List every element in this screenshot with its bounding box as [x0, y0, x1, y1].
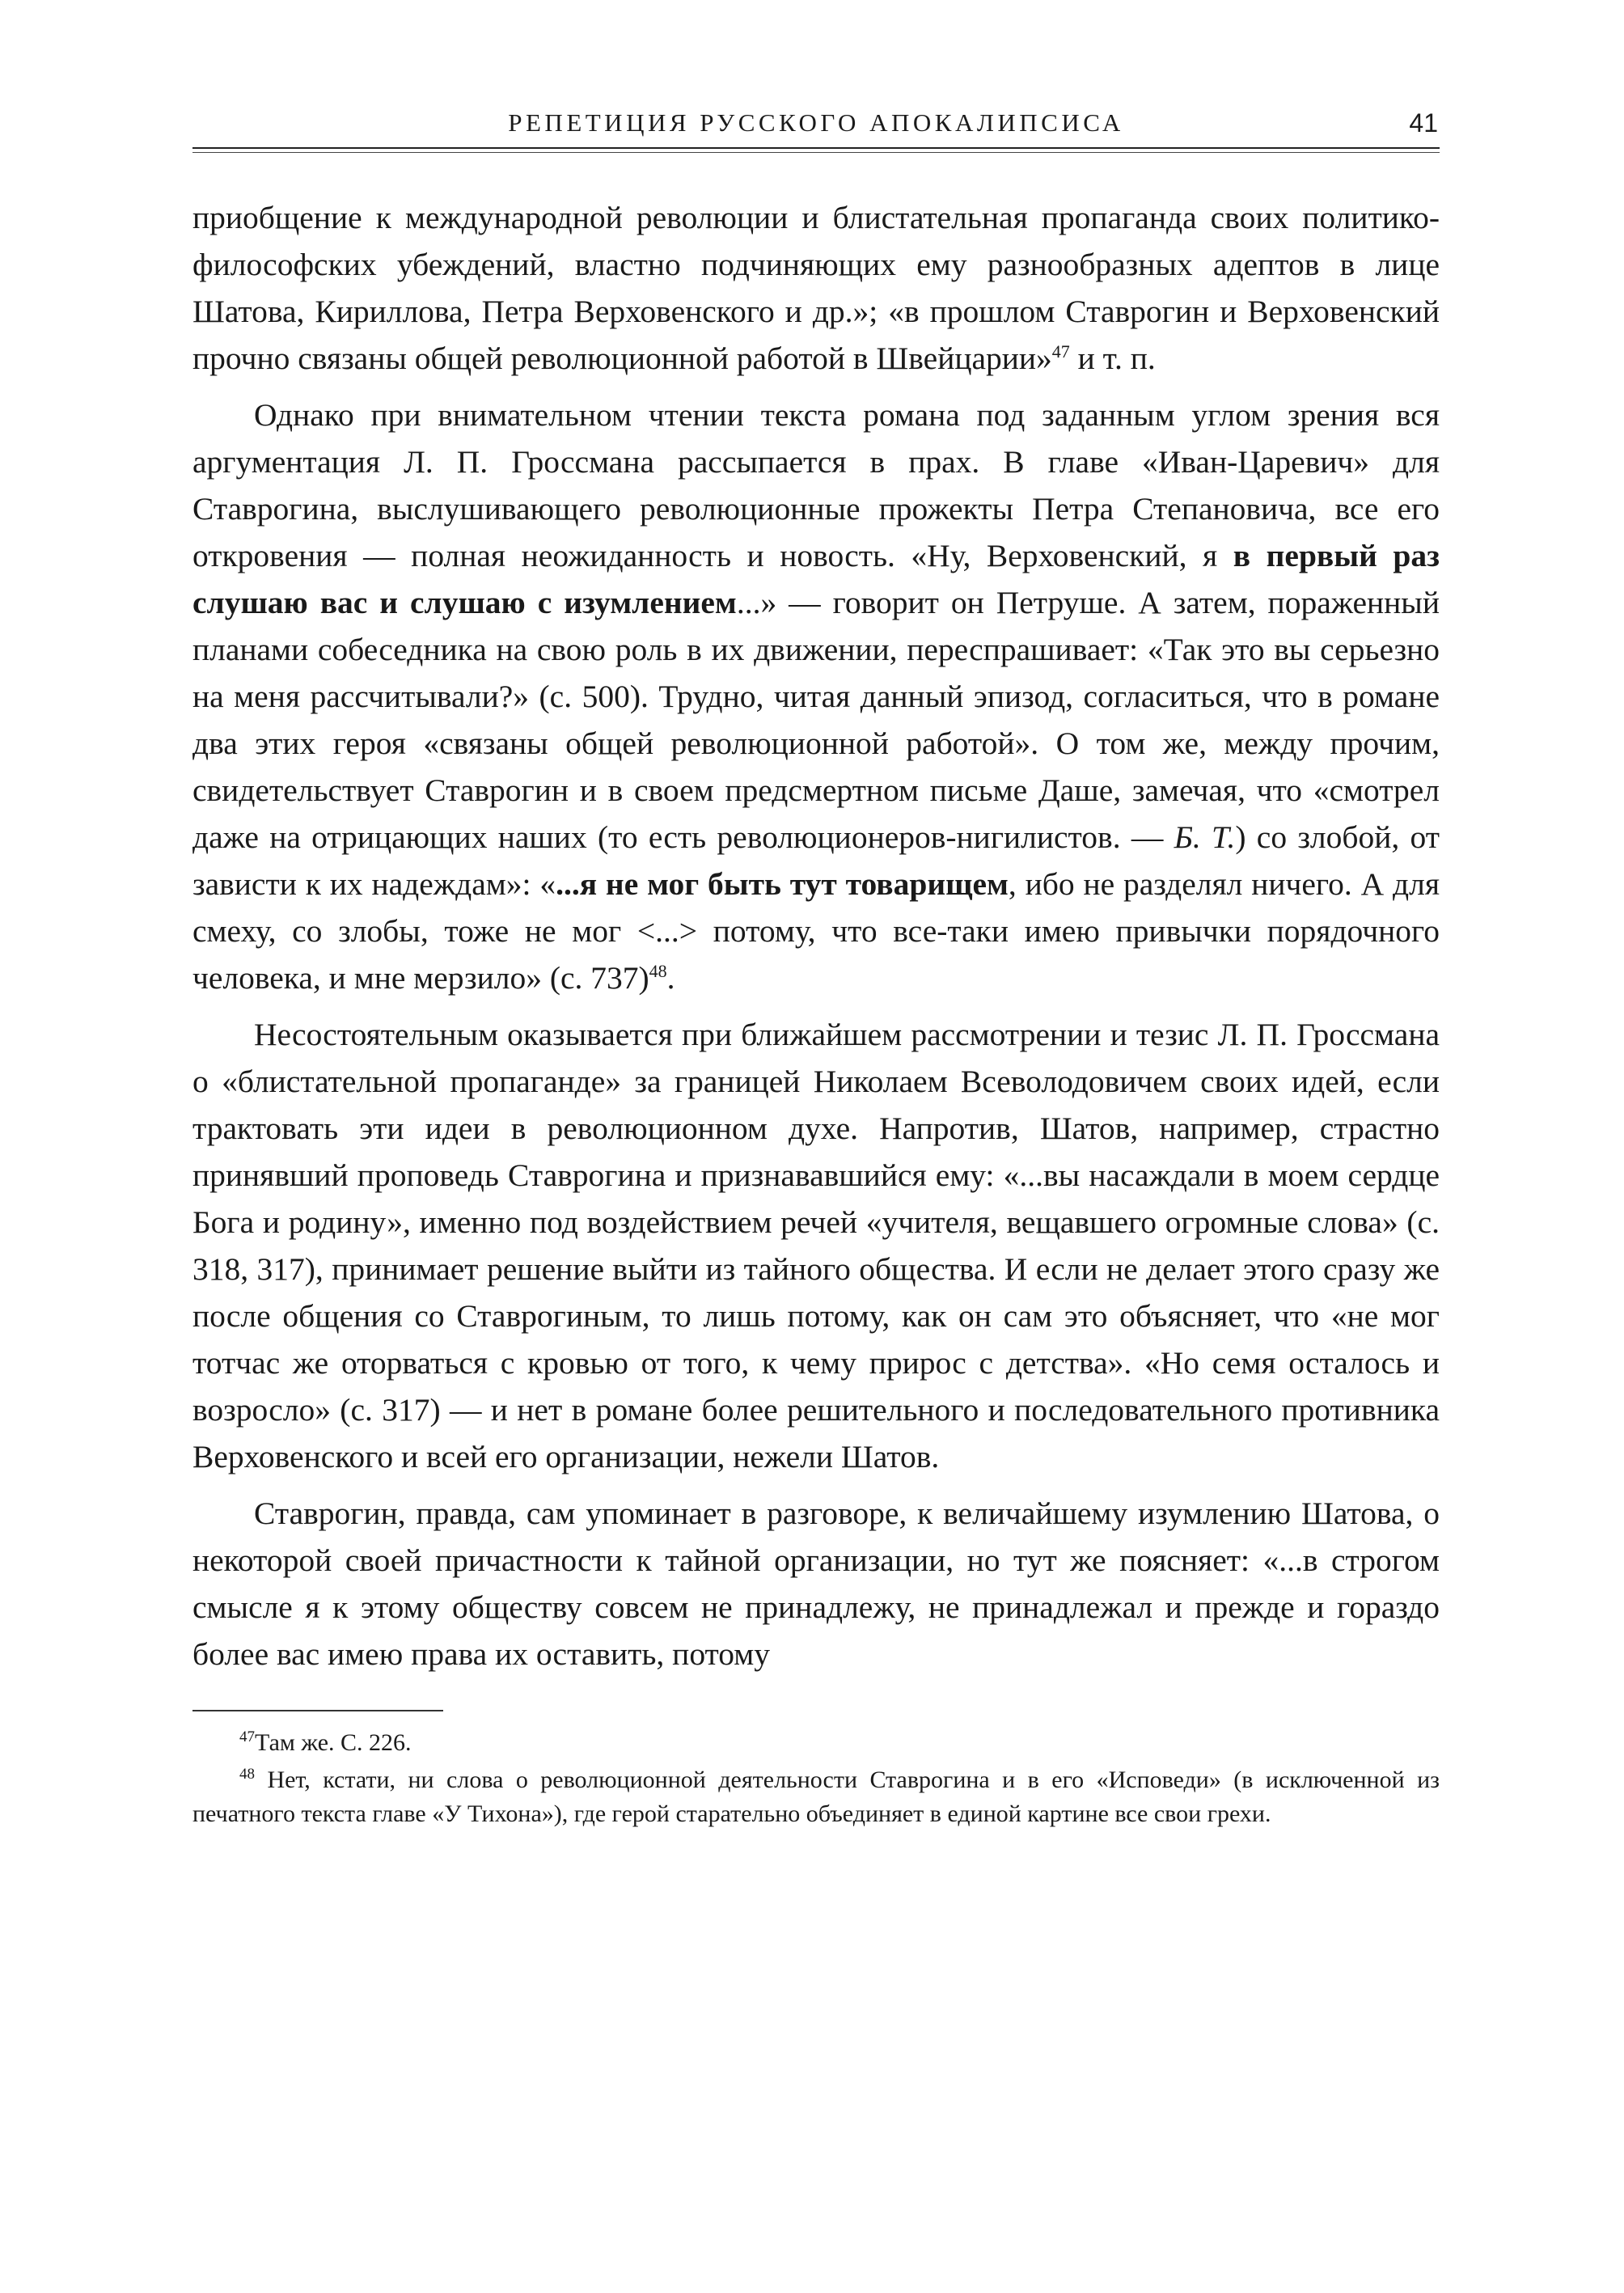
paragraph-2-text-d: , ибо не разделял ничего. А для смеху, со злобы, тоже не мог <...> потому, что все-таки имею привычки порядочного человека, и мне мерзило» (с. 737) — [192, 866, 1440, 996]
footnotes — [192, 1726, 1440, 1831]
header-rule-thin — [192, 152, 1440, 153]
paragraph-1-text-b: и т. п. — [1069, 341, 1156, 376]
header-rule — [192, 147, 1440, 149]
paragraph-2-text-e: . — [666, 960, 675, 996]
paragraph-2-text-c: ) со злобой, от зависти к их надеждам»: « — [192, 819, 1440, 902]
paragraph-2-bold-b: ...я не мог быть тут товарищем — [556, 866, 1009, 902]
book-page — [192, 105, 1440, 1834]
paragraph-2-italic: Б. Т. — [1174, 819, 1236, 855]
paragraph-2-bold-a: в первый раз слушаю вас и слушаю с изумлением — [192, 538, 1440, 620]
paragraph-3: Несостоятельным оказывается при ближайшем рассмотрении и тезис Л. П. Гроссмана о «блистательной пропаганде» за границей Николаем Всеволодовичем своих идей, если трактовать эти идеи в революционном духе. Напротив, Шатов, например, страстно принявший проповедь Ставрогина и признававшийся ему: «...вы насаждали в моем сердце Бога и родину», именно под воздействием речей «учителя, вещавшего огромные слова» (с. 318, 317), принимает решение выйти из тайного общества. И если не делает этого сразу же после общения со Ставрогиным, то лишь потому, как он сам это объясняет, что «не мог тотчас же оторваться с кровью от того, к чему прирос с детства». «Но семя осталось и возросло» (с. 317) — и нет в романе более решительного и последовательного противника Верховенского и всей его организации, нежели Шатов. — [192, 1017, 1440, 1474]
paragraph-2-text-a: Однако при внимательном чтении текста романа под заданным углом зрения вся аргументация Л. П. Гроссмана рассыпается в прах. В главе «Иван-Царевич» для Ставрогина, выслушивающего революционные прожекты Петра Степановича, все его откровения — полная неожиданность и новость. «Ну, Верховенский, я — [192, 397, 1440, 573]
footnote-ref-48: 48 — [649, 960, 667, 981]
paragraph-2-text-b: ...» — говорит он Петруше. А затем, пораженный планами собеседника на свою роль в их движении, переспрашивает: «Так это вы серьезно на меня рассчитывали?» (с. 500). Трудно, читая данный эпизод, согласиться, что в романе два этих героя «связаны общей революционной работой». О том же, между прочим, свидетельствует Ставрогин и в своем предсмертном письме Даше, замечая, что «смотрел даже на отрицающих наших (то есть революционеров-нигилистов. — — [192, 585, 1440, 855]
paragraph-1-text-a: приобщение к международной революции и блистательная пропаганда своих политико-философских убеждений, властно подчиняющих ему разнообразных адептов в лице Шатова, Кириллова, Петра Верховенского и др.»; «в прошлом Ставрогин и Верховенский прочно связаны общей революционной работой в Швейцарии» — [192, 200, 1440, 376]
paragraph-2 — [192, 391, 1440, 1001]
paragraph-4: Ставрогин, правда, сам упоминает в разговоре, к величайшему изумлению Шатова, о некоторой своей причастности к тайной организации, но тут же поясняет: «...в строгом смысле я к этому обществу совсем не принадлежу, не принадлежал и прежде и гораздо более вас имею права их оставить, потому — [192, 1496, 1440, 1672]
running-title: РЕПЕТИЦИЯ РУССКОГО АПОКАЛИПСИСА — [508, 108, 1124, 137]
footnote-47-number: 47 — [239, 1728, 255, 1745]
footnote-rule — [192, 1710, 443, 1711]
footnote-ref-47: 47 — [1051, 341, 1070, 362]
footnote-47-text: Там же. С. 226. — [255, 1729, 412, 1756]
footnote-48-number: 48 — [239, 1766, 255, 1783]
main-text — [192, 194, 1440, 1677]
footnote-47 — [192, 1726, 1440, 1760]
footnote-48 — [192, 1763, 1440, 1831]
page-number: 41 — [1409, 108, 1438, 137]
running-header — [192, 105, 1440, 146]
footnote-48-text: Нет, кстати, ни слова о революционной деятельности Ставрогина и в его «Исповеди» (в исключенной из печатного текста главе «У Тихона»), где герой старательно объединяет в единой картине все свои грехи. — [192, 1766, 1440, 1827]
paragraph-1 — [192, 194, 1440, 382]
